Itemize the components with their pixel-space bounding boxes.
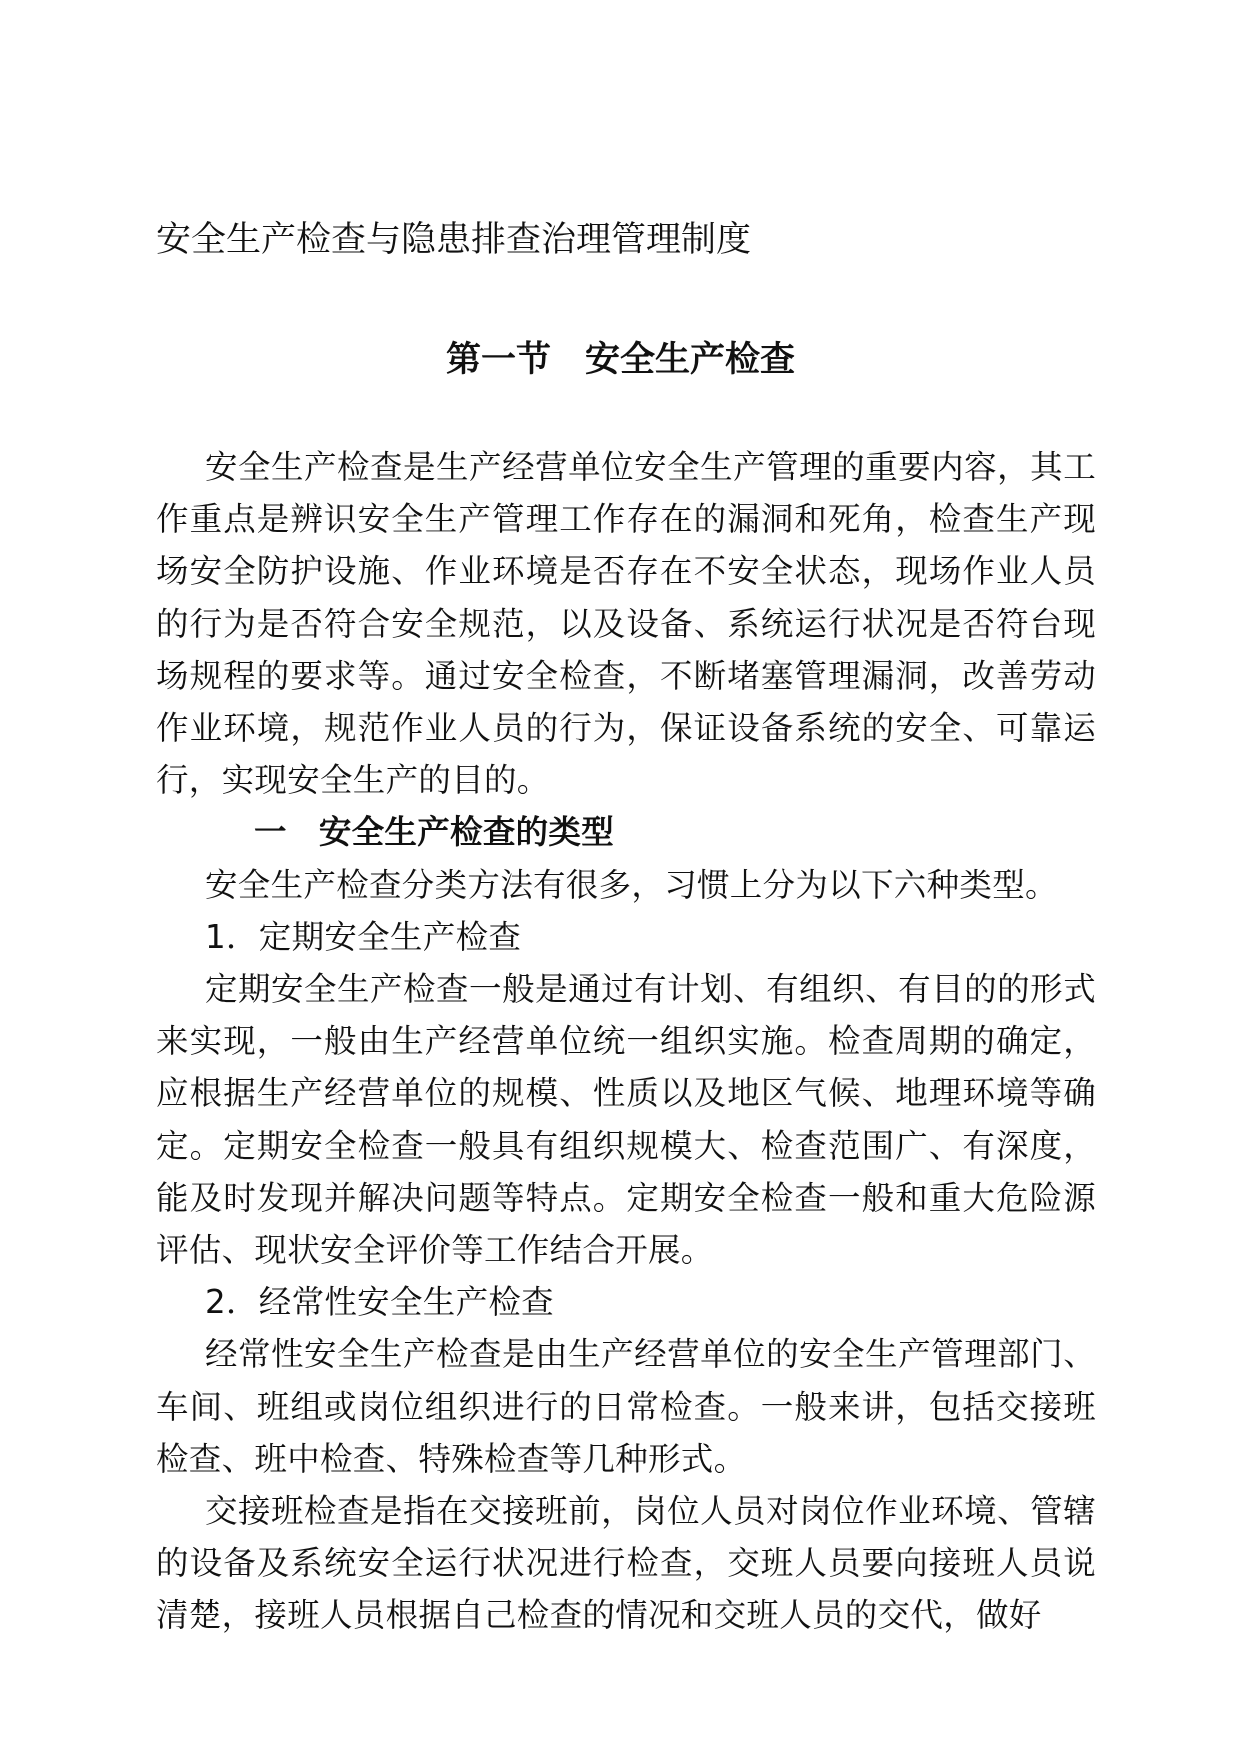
section-number: 第一节 [445, 340, 551, 380]
item-heading-1: 1．定期安全生产检查 [205, 917, 522, 956]
subsection-intro: 安全生产检查分类方法有很多，习惯上分为以下六种类型。 [205, 865, 1058, 904]
item-paragraph-2b: 交接班检查是指在交接班前，岗位人员对岗位作业环境、管辖的设备及系统安全运行状况进行检查，交班人员要向接班人员说清楚，接班人员根据自己检查的情况和交班人员的交代，做好 [156, 1492, 1096, 1635]
section-title: 安全生产检查 [585, 340, 796, 380]
subsection-heading [156, 806, 1096, 858]
intro-paragraph: 安全生产检查是生产经营单位安全生产管理的重要内容，其工作重点是辨识安全生产管理工作存在的漏洞和死角，检查生产现场安全防护设施、作业环境是否存在不安全状态，现场作业人员的行为是否符合安全规范，以及设备、系统运行状况是否符台现场规程的要求等。通过安全检查，不断堵塞管理漏洞，改善劳动作业环境，规范作业人员的行为，保证设备系统的安全、可靠运行，实现安全生产的目的。 [156, 448, 1096, 800]
section-heading [0, 334, 1241, 386]
item-paragraph-2a: 经常性安全生产检查是由生产经营单位的安全生产管理部门、车间、班组或岗位组织进行的日常检查。一般来讲，包括交接班检查、班中检查、特殊检查等几种形式。 [156, 1335, 1096, 1478]
subsection-number: 一 [254, 813, 287, 852]
document-body [156, 441, 1096, 1642]
item-paragraph-1: 定期安全生产检查一般是通过有计划、有组织、有目的的形式来实现，一般由生产经营单位统一组织实施。检查周期的确定，应根据生产经营单位的规模、性质以及地区气候、地理环境等确定。定期安全检查一般具有组织规模大、检查范围广、有深度，能及时发现并解决问题等特点。定期安全检查一般和重大危险源评估、现状安全评价等工作结合开展。 [156, 970, 1096, 1270]
subsection-title: 安全生产检查的类型 [318, 813, 615, 852]
item-heading-2: 2．经常性安全生产检查 [205, 1283, 554, 1322]
document-title: 安全生产检查与隐患排查治理管理制度 [156, 220, 752, 260]
